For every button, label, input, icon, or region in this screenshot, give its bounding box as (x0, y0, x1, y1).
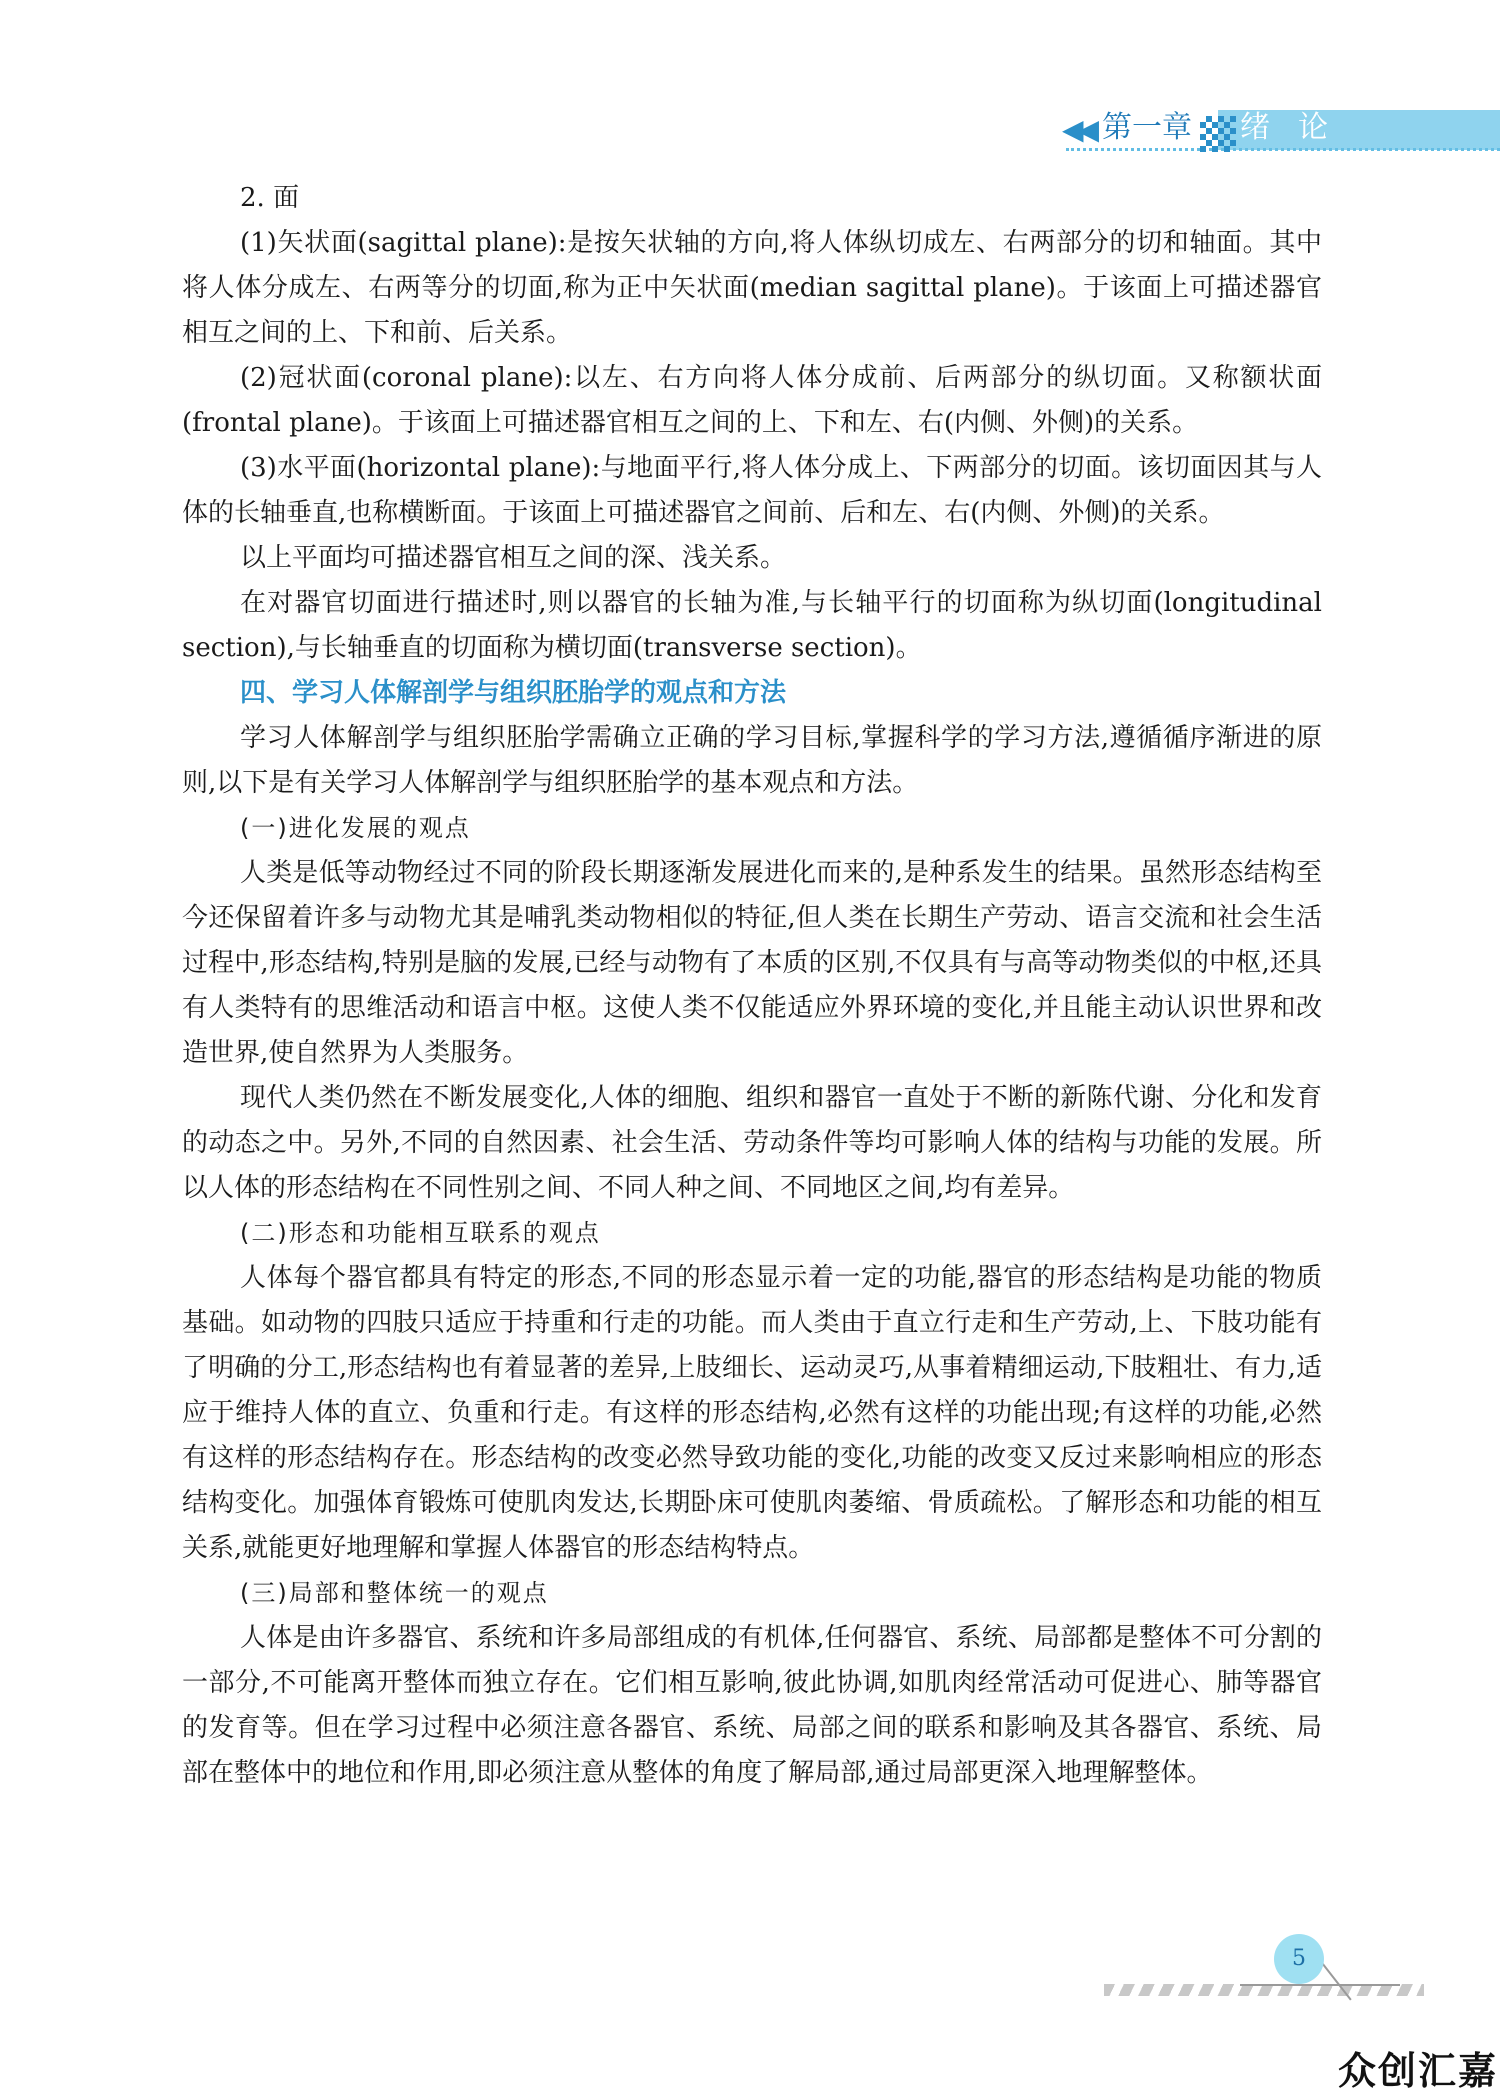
chapter-title: 绪论 (1240, 110, 1356, 145)
paragraph-evolution-1: 人类是低等动物经过不同的阶段长期逐渐发展进化而来的,是种系发生的结果。虽然形态结构至今还保留着许多与动物尤其是哺乳类动物相似的特征,但人类在长期生产劳动、语言交流和社会生活过程中,形态结构,特别是脑的发展,已经与动物有了本质的区别,不仅具有与高等动物类似的中枢,还具有人类特有的思维活动和语言中枢。这使人类不仅能适应外界环境的变化,并且能主动认识世界和改造世界,使自然界为人类服务。 (182, 858, 1322, 1068)
paragraph-coronal: (2)冠状面(coronal plane):以左、右方向将人体分成前、后两部分的纵切面。又称额状面(frontal plane)。于该面上可描述器官相互之间的上、下和左、右(内侧、外侧)的关系。 (182, 363, 1322, 438)
paragraph-horizontal: (3)水平面(horizontal plane):与地面平行,将人体分成上、下两部分的切面。该切面因其与人体的长轴垂直,也称横断面。于该面上可描述器官之间前、后和左、右(内侧、外侧)的关系。 (182, 453, 1322, 528)
watermark: 众创汇嘉 (1338, 2049, 1499, 2093)
paragraph-form-function: 人体每个器官都具有特定的形态,不同的形态显示着一定的功能,器官的形态结构是功能的物质基础。如动物的四肢只适应于持重和行走的功能。而人类由于直立行走和生产劳动,上、下肢功能有了明确的分工,形态结构也有着显著的差异,上肢细长、运动灵巧,从事着精细运动,下肢粗壮、有力,适应于维持人体的直立、负重和行走。有这样的形态结构,必然有这样的功能出现;有这样的功能,必然有这样的形态结构存在。形态结构的改变必然导致功能的变化,功能的改变又反过来影响相应的形态结构变化。加强体育锻炼可使肌肉发达,长期卧床可使肌肉萎缩、骨质疏松。了解形态和功能的相互关系,就能更好地理解和掌握人体器官的形态结构特点。 (182, 1263, 1322, 1563)
paragraph-evolution-2: 现代人类仍然在不断发展变化,人体的细胞、组织和器官一直处于不断的新陈代谢、分化和发育的动态之中。另外,不同的自然因素、社会生活、劳动条件等均可影响人体的结构与功能的发展。所以人体的形态结构在不同性别之间、不同人种之间、不同地区之间,均有差异。 (182, 1083, 1322, 1203)
subsection-title-evolution: (一)进化发展的观点 (240, 814, 471, 842)
paragraph-section-axis: 在对器官切面进行描述时,则以器官的长轴为准,与长轴平行的切面称为纵切面(longitudinal section),与长轴垂直的切面称为横切面(transverse section)。 (182, 588, 1322, 663)
subheading-planes: 2. 面 (240, 183, 300, 213)
page-number: 5 (1274, 1934, 1324, 1984)
header-dotted-rule (1066, 148, 1500, 151)
subsection-title-part-whole: (三)局部和整体统一的观点 (240, 1579, 549, 1607)
chapter-label: 第一章 (1102, 110, 1192, 145)
paragraph-part-whole: 人体是由许多器官、系统和许多局部组成的有机体,任何器官、系统、局部都是整体不可分割的一部分,不可能离开整体而独立存在。它们相互影响,彼此协调,如肌肉经常活动可促进心、肺等器官的发育等。但在学习过程中必须注意各器官、系统、局部之间的联系和影响及其各器官、系统、局部在整体中的地位和作用,即必须注意从整体的角度了解局部,通过局部更深入地理解整体。 (182, 1623, 1322, 1788)
paragraph-depth: 以上平面均可描述器官相互之间的深、浅关系。 (240, 543, 787, 573)
paragraph-sagittal: (1)矢状面(sagittal plane):是按矢状轴的方向,将人体纵切成左、右两部分的切和轴面。其中将人体分成左、右两等分的切面,称为正中矢状面(median sagittal plane)。于该面上可描述器官相互之间的上、下和前、后关系。 (182, 228, 1322, 348)
section-title: 四、学习人体解剖学与组织胚胎学的观点和方法 (240, 678, 787, 708)
double-left-arrow-icon: ◀◀ (1062, 113, 1094, 146)
checker-pattern-icon (1200, 116, 1236, 152)
section-intro: 学习人体解剖学与组织胚胎学需确立正确的学习目标,掌握科学的学习方法,遵循循序渐进的原则,以下是有关学习人体解剖学与组织胚胎学的基本观点和方法。 (182, 723, 1322, 798)
footer-rule (1240, 1984, 1400, 1986)
subsection-title-form-function: (二)形态和功能相互联系的观点 (240, 1219, 601, 1247)
page-body (182, 176, 1322, 1796)
